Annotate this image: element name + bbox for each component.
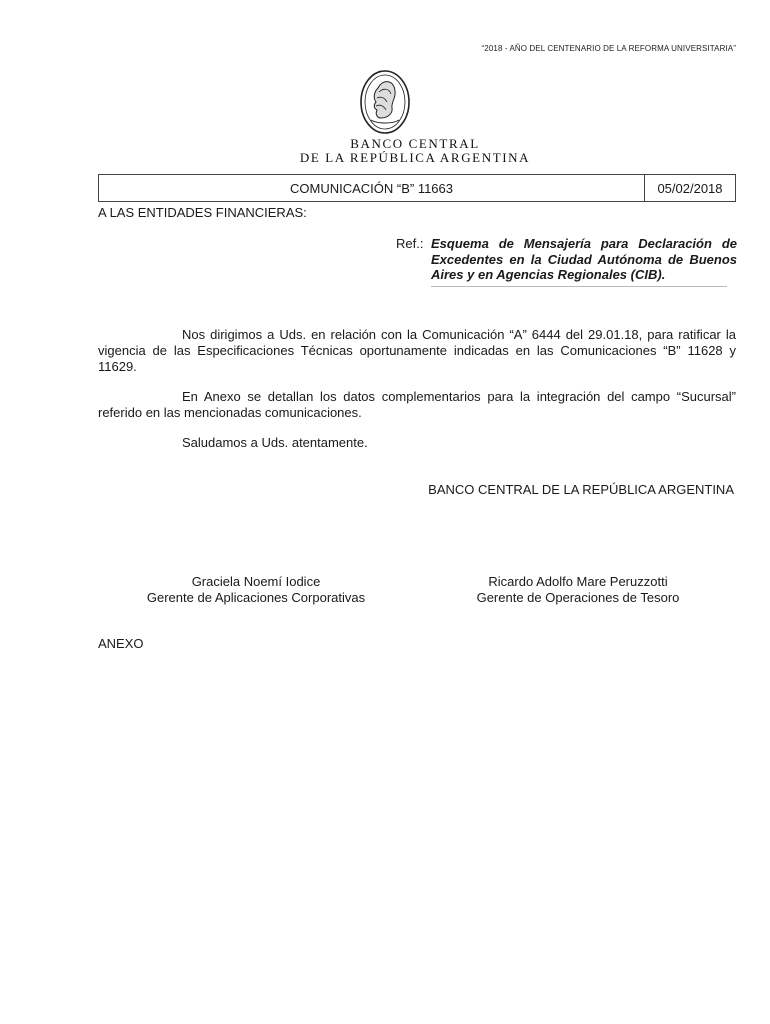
organization-name: BANCO CENTRAL DE LA REPÚBLICA ARGENTINA	[428, 482, 734, 497]
signatory-name: Ricardo Adolfo Mare Peruzzotti	[488, 574, 668, 589]
signatory-title: Gerente de Operaciones de Tesoro	[476, 590, 680, 605]
bank-name-line2: DE LA REPÚBLICA ARGENTINA	[299, 150, 531, 165]
reference-divider	[431, 286, 727, 287]
body-paragraph-2: En Anexo se detallan los datos complementarios para la integración del campo “Sucursal” referido en las mencionadas comunicaciones.	[98, 389, 736, 420]
communication-title: COMUNICACIÓN “B” 11663	[99, 175, 645, 201]
reference-label: Ref.:	[396, 236, 424, 251]
signature-block-2	[428, 574, 728, 606]
bank-logo	[357, 68, 413, 142]
signatory-title: Gerente de Aplicaciones Corporativas	[146, 590, 366, 605]
year-motto: “2018 - AÑO DEL CENTENARIO DE LA REFORMA UNIVERSITARIA”	[481, 44, 736, 53]
effigy-seal-icon	[357, 68, 413, 142]
signature-block-1	[106, 574, 406, 606]
communication-box	[98, 174, 736, 202]
annex-heading: ANEXO	[98, 636, 144, 651]
closing-text: Saludamos a Uds. atentamente.	[182, 435, 368, 450]
reference-text: Esquema de Mensajería para Declaración de Excedentes en la Ciudad Autónoma de Buenos Aires y en Agencias Regionales (CIB).	[431, 236, 737, 282]
recipients: A LAS ENTIDADES FINANCIERAS:	[98, 205, 307, 220]
communication-date: 05/02/2018	[657, 181, 723, 196]
signatory-name: Graciela Noemí Iodice	[191, 574, 321, 589]
body-paragraph-1: Nos dirigimos a Uds. en relación con la Comunicación “A” 6444 del 29.01.18, para ratificar la vigencia de las Especificaciones Técnicas oportunamente indicadas en las Comunicaciones “B” 11628 y 11629.	[98, 327, 736, 374]
bank-name-line1: BANCO CENTRAL	[350, 136, 480, 151]
